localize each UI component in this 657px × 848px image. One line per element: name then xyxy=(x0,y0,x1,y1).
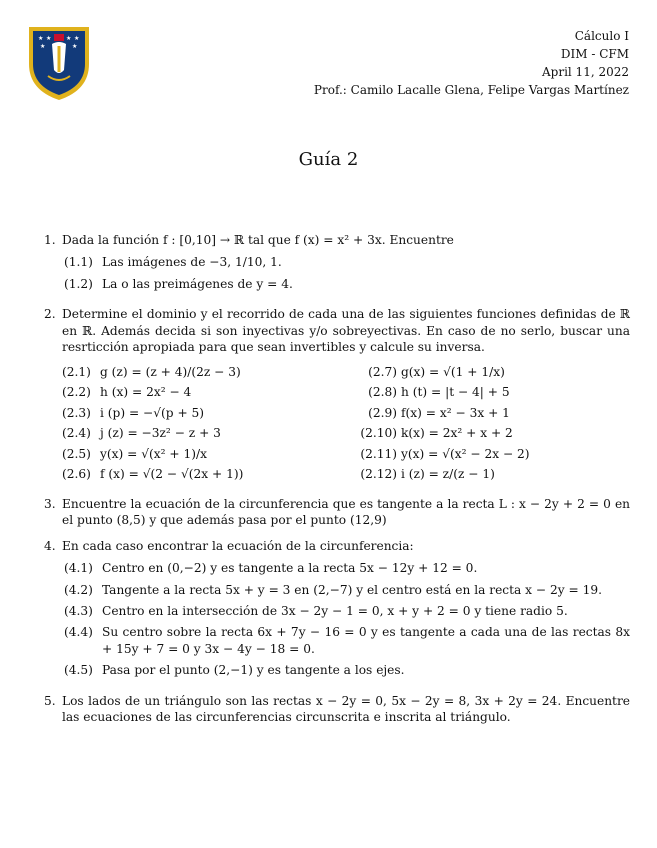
problem-1 xyxy=(44,232,630,297)
svg-text:★: ★ xyxy=(38,35,44,42)
list-item: (4.3) Centro en la intersección de 3x − 2y − 1 = 0, x + y + 2 = 0 y tiene radio 5. xyxy=(64,603,568,618)
problem-number: 4. xyxy=(44,538,56,553)
university-crest-logo xyxy=(26,24,92,102)
list-item: (4.2) Tangente a la recta 5x + y = 3 en (2,−7) y el centro está en la recta x − 2y = 19. xyxy=(64,582,602,597)
problem-number: 5. xyxy=(44,693,56,708)
page-title: Guía 2 xyxy=(298,149,359,170)
list-item: (2.6) f (x) = √(2 − √(2x + 1)) xyxy=(62,467,244,482)
problem-statement: Los lados de un triángulo son las rectas x − 2y = 0, 5x − 2y = 8, 3x + 2y = 24. Encuentre las ecuaciones de las circunferencias circunscrita e inscrita al triángulo. xyxy=(62,693,630,725)
problem-list xyxy=(44,232,630,735)
list-item: (2.8) h (t) = |t − 4| + 5 xyxy=(368,385,510,400)
list-item: (1.1) Las imágenes de −3, 1/10, 1. xyxy=(64,255,282,270)
problem-number: 3. xyxy=(44,496,56,511)
problem-statement: Encuentre la ecuación de la circunferencia que es tangente a la recta L : x − 2y + 2 = 0 en el punto (8,5) y que además pasa por el punto (12,9) xyxy=(62,496,630,528)
svg-text:★: ★ xyxy=(40,43,46,50)
list-item: (1.2) La o las preimágenes de y = 4. xyxy=(64,276,293,291)
list-item: (2.1) g (z) = (z + 4)/(2z − 3) xyxy=(62,364,241,379)
problem-number: 1. xyxy=(44,233,56,247)
list-item: (2.5) y(x) = √(x² + 1)/x xyxy=(62,446,207,461)
list-item: (2.9) f(x) = x² − 3x + 1 xyxy=(368,405,510,420)
list-item: (2.2) h (x) = 2x² − 4 xyxy=(62,385,192,400)
problem-statement: Determine el dominio y el recorrido de cada una de las siguientes funciones definidas de ℝ en ℝ. Además decida si son inyectivas y/o sobreyectivas. En caso de no serlo, buscar una resrticción apropiada para que sean invertibles y calcule su inversa. xyxy=(62,307,630,355)
problem-statement: En cada caso encontrar la ecuación de la circunferencia: xyxy=(62,538,414,553)
list-item: (4.5) Pasa por el punto (2,−1) y es tangente a los ejes. xyxy=(64,663,405,678)
list-item: (2.7) g(x) = √(1 + 1/x) xyxy=(368,364,505,379)
document-header xyxy=(314,27,629,99)
problem-4 xyxy=(44,538,630,684)
list-item: (2.4) j (z) = −3z² − z + 3 xyxy=(62,426,221,441)
professors: Prof.: Camilo Lacalle Glena, Felipe Vargas Martínez xyxy=(313,83,629,97)
list-item: (4.4) Su centro sobre la recta 6x + 7y − 16 = 0 y es tangente a cada una de las rectas 8x + 15y + 7 = 0 y 3x − 4y − 18 = 0. xyxy=(64,625,630,656)
problem-3 xyxy=(44,496,630,529)
function-list-left xyxy=(62,364,339,487)
svg-text:★: ★ xyxy=(72,43,78,50)
course-name: Cálculo I xyxy=(574,29,629,43)
function-list-right xyxy=(353,364,630,487)
problem-number: 2. xyxy=(44,307,56,322)
svg-text:★: ★ xyxy=(74,35,80,42)
list-item: (2.3) i (p) = −√(p + 5) xyxy=(62,405,205,420)
problem-statement: Dada la función f : [0,10] → ℝ tal que f (x) = x² + 3x. Encuentre xyxy=(62,233,454,247)
svg-text:★: ★ xyxy=(66,35,72,42)
list-item: (2.12) i (z) = z/(z − 1) xyxy=(360,467,495,482)
problem-2 xyxy=(44,306,630,486)
list-item: (4.1) Centro en (0,−2) y es tangente a la recta 5x − 12y + 12 = 0. xyxy=(64,561,478,576)
problem-5 xyxy=(44,693,630,726)
department: DIM - CFM xyxy=(560,47,629,61)
svg-text:★: ★ xyxy=(46,35,52,42)
list-item: (2.11) y(x) = √(x² − 2x − 2) xyxy=(360,446,530,461)
list-item: (2.10) k(x) = 2x² + x + 2 xyxy=(360,426,513,441)
date: April 11, 2022 xyxy=(541,65,629,79)
